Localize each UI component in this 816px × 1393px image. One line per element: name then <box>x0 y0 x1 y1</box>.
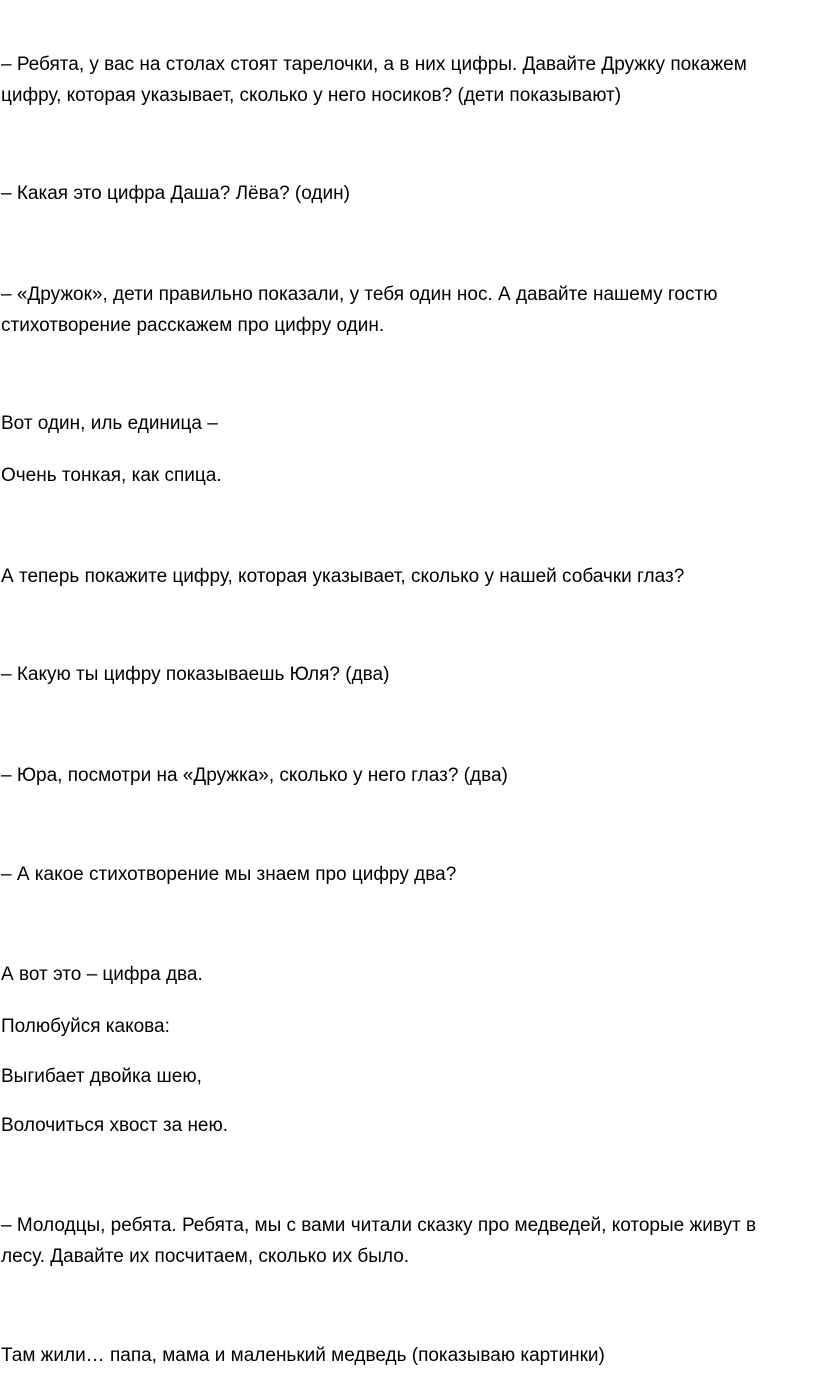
text-line-10: – Молодцы, ребята. Ребята, мы с вами читали сказку про медведей, которые живут в <box>1 1215 757 1236</box>
text-line-2: цифру, которая указывает, сколько у него носиков? (дети показывают) <box>1 85 622 106</box>
poem-line-3: А вот это – цифра два. <box>1 964 203 985</box>
poem-line-2: Очень тонкая, как спица. <box>1 465 222 486</box>
text-line-12: Там жили… папа, мама и маленький медведь (показываю картинки) <box>1 1345 605 1366</box>
text-line-6: А теперь покажите цифру, которая указывает, сколько у нашей собачки глаз? <box>1 566 685 587</box>
text-line-8: – Юра, посмотри на «Дружка», сколько у него глаз? (два) <box>1 765 508 786</box>
poem-line-4: Полюбуйся какова: <box>1 1016 170 1037</box>
poem-line-6: Волочиться хвост за нею. <box>1 1115 229 1136</box>
poem-line-1: Вот один, иль единица – <box>1 413 218 434</box>
text-line-11: лесу. Давайте их посчитаем, сколько их было. <box>1 1246 410 1267</box>
text-line-1: – Ребята, у вас на столах стоят тарелочки, а в них цифры. Давайте Дружку покажем <box>1 54 747 75</box>
poem-line-5: Выгибает двойка шею, <box>1 1066 202 1087</box>
text-line-4: – «Дружок», дети правильно показали, у тебя один нос. А давайте нашему гостю <box>1 284 718 305</box>
text-line-7: – Какую ты цифру показываешь Юля? (два) <box>1 664 390 685</box>
text-line-5: стихотворение расскажем про цифру один. <box>1 315 385 336</box>
text-line-9: – А какое стихотворение мы знаем про цифру два? <box>1 864 457 885</box>
text-line-3: – Какая это цифра Даша? Лёва? (один) <box>1 183 350 204</box>
